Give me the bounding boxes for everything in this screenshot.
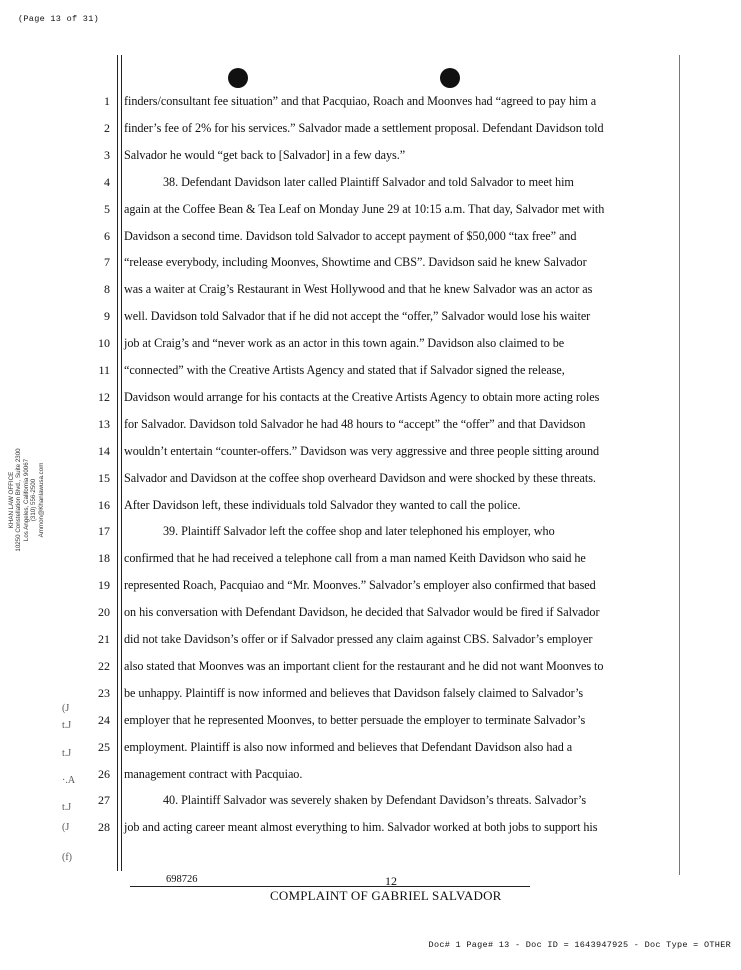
scan-artifact: t.J: [62, 720, 72, 731]
line-number: 20: [98, 605, 110, 620]
line-number: 15: [98, 470, 110, 485]
line-number: 1: [104, 94, 110, 108]
punch-hole-left: [228, 68, 248, 88]
body-text-line: 39. Plaintiff Salvador left the coffee shop and later telephoned his employer, who: [163, 524, 555, 539]
body-text-line: Salvador and Davidson at the coffee shop overheard Davidson and were shocked by these threats.: [124, 470, 596, 485]
firm-address-1: 10250 Constellation Blvd., Suite 2300: [15, 448, 23, 552]
body-text-line: also stated that Moonves was an important client for the restaurant and he did not want Moonves to: [124, 658, 604, 673]
footer-doc-number: 698726: [166, 874, 198, 885]
pleading-rule-right: [679, 55, 680, 875]
line-number: 18: [98, 551, 110, 566]
body-text-line: did not take Davidson’s offer or if Salvador pressed any claim against CBS. Salvador’s employer: [124, 632, 593, 646]
body-text-line: finder’s fee of 2% for his services.” Salvador made a settlement proposal. Defendant Davidson told: [124, 120, 604, 135]
body-text-line: management contract with Pacquiao.: [124, 766, 303, 781]
body-text-line: 38. Defendant Davidson later called Plaintiff Salvador and told Salvador to meet him: [163, 174, 574, 189]
footer-rule: [130, 886, 530, 887]
pleading-rule-left: [117, 55, 118, 871]
line-number: 6: [104, 228, 110, 243]
firm-email: Ammon@Khanlawusa.com: [37, 462, 45, 538]
pleading-rule-left-inner: [121, 55, 122, 871]
line-number: 12: [98, 389, 110, 404]
line-number: 28: [98, 820, 110, 835]
line-number: 8: [104, 282, 110, 297]
line-number: 25: [98, 739, 110, 754]
scan-artifact: t.J: [62, 802, 72, 813]
body-text-line: 40. Plaintiff Salvador was severely shaken by Defendant Davidson’s threats. Salvador’s: [163, 793, 587, 808]
body-text-line: for Salvador. Davidson told Salvador he had 48 hours to “accept” the “offer” and that Davidson: [124, 416, 586, 431]
law-firm-block: [8, 420, 48, 580]
body-text-line: well. Davidson told Salvador that if he did not accept the “offer,” Salvador would lose his waiter: [124, 309, 591, 324]
body-text-line: on his conversation with Defendant Davidson, he decided that Salvador would be fired if Salvador: [124, 605, 600, 620]
line-number: 9: [104, 309, 110, 324]
line-number: 5: [104, 201, 110, 216]
scan-artifact: (J: [62, 822, 70, 833]
body-text-line: Davidson a second time. Davidson told Salvador to accept payment of $50,000 “tax free” and: [124, 228, 577, 243]
line-number: 26: [98, 766, 110, 781]
page-indicator: (Page 13 of 31): [18, 14, 100, 24]
firm-name: KHAN LAW OFFICE: [8, 471, 15, 529]
body-text-line: represented Roach, Pacquiao and “Mr. Moonves.” Salvador’s employer also confirmed that based: [124, 578, 596, 593]
line-number: 22: [98, 658, 110, 673]
line-number: 4: [104, 174, 110, 189]
firm-address-2: Los Angeles, California 90067: [22, 458, 30, 542]
scan-artifact: ·.A: [62, 775, 76, 786]
footer-page-number: 12: [385, 874, 397, 888]
scan-artifact: (f): [62, 852, 72, 863]
body-text-line: finders/consultant fee situation” and that Pacquiao, Roach and Moonves had “agreed to pay him a: [124, 94, 597, 108]
body-text-line: job at Craig’s and “never work as an actor in this town again.” Davidson also claimed to be: [124, 336, 565, 351]
line-number: 13: [98, 416, 110, 431]
body-text-line: wouldn’t entertain “counter-offers.” Davidson was very aggressive and three people sitting around: [124, 443, 600, 458]
line-number: 14: [98, 443, 110, 458]
line-number: 7: [104, 255, 110, 270]
body-text-line: employer that he represented Moonves, to better persuade the employer to terminate Salvador’s: [124, 712, 586, 727]
line-number: 19: [98, 578, 110, 593]
line-number: 24: [98, 712, 110, 727]
line-number: 16: [98, 497, 110, 512]
body-text-line: employment. Plaintiff is also now informed and believes that Defendant Davidson also had a: [124, 739, 573, 754]
body-text-line: was a waiter at Craig’s Restaurant in West Hollywood and that he knew Salvador was an actor as: [124, 282, 593, 297]
body-text-line: “release everybody, including Moonves, Showtime and CBS”. Davidson said he knew Salvador: [124, 255, 587, 270]
body-text-line: job and acting career meant almost everything to him. Salvador worked at both jobs to support his: [124, 820, 598, 835]
line-number: 10: [98, 336, 110, 351]
firm-phone: (310) 556-2500: [30, 478, 38, 522]
court-filing-stamp: Doc# 1 Page# 13 - Doc ID = 1643947925 - Doc Type = OTHER: [428, 940, 731, 950]
line-number: 21: [98, 632, 110, 646]
line-number: 3: [104, 147, 110, 162]
line-number: 2: [104, 120, 110, 135]
scan-artifact: (J: [62, 703, 70, 714]
body-text-line: Davidson would arrange for his contacts at the Creative Artists Agency to obtain more acting roles: [124, 389, 600, 404]
body-text-line: be unhappy. Plaintiff is now informed and believes that Davidson falsely claimed to Salvador’s: [124, 685, 584, 700]
line-number: 17: [98, 524, 110, 539]
line-number: 11: [98, 363, 110, 377]
body-text-line: Salvador he would “get back to [Salvador] in a few days.”: [124, 147, 406, 162]
line-number: 23: [98, 685, 110, 700]
body-text-line: “connected” with the Creative Artists Agency and stated that if Salvador signed the release,: [124, 363, 565, 377]
scan-artifact: t.J: [62, 748, 72, 759]
punch-hole-right: [440, 68, 460, 88]
body-text-line: again at the Coffee Bean & Tea Leaf on Monday June 29 at 10:15 a.m. That day, Salvador met with: [124, 201, 605, 216]
footer-title: COMPLAINT OF GABRIEL SALVADOR: [270, 888, 502, 903]
body-text-line: After Davidson left, these individuals told Salvador they wanted to call the police.: [124, 497, 521, 512]
body-text-line: confirmed that he had received a telephone call from a man named Keith Davidson who said he: [124, 551, 586, 566]
line-number: 27: [98, 793, 110, 808]
